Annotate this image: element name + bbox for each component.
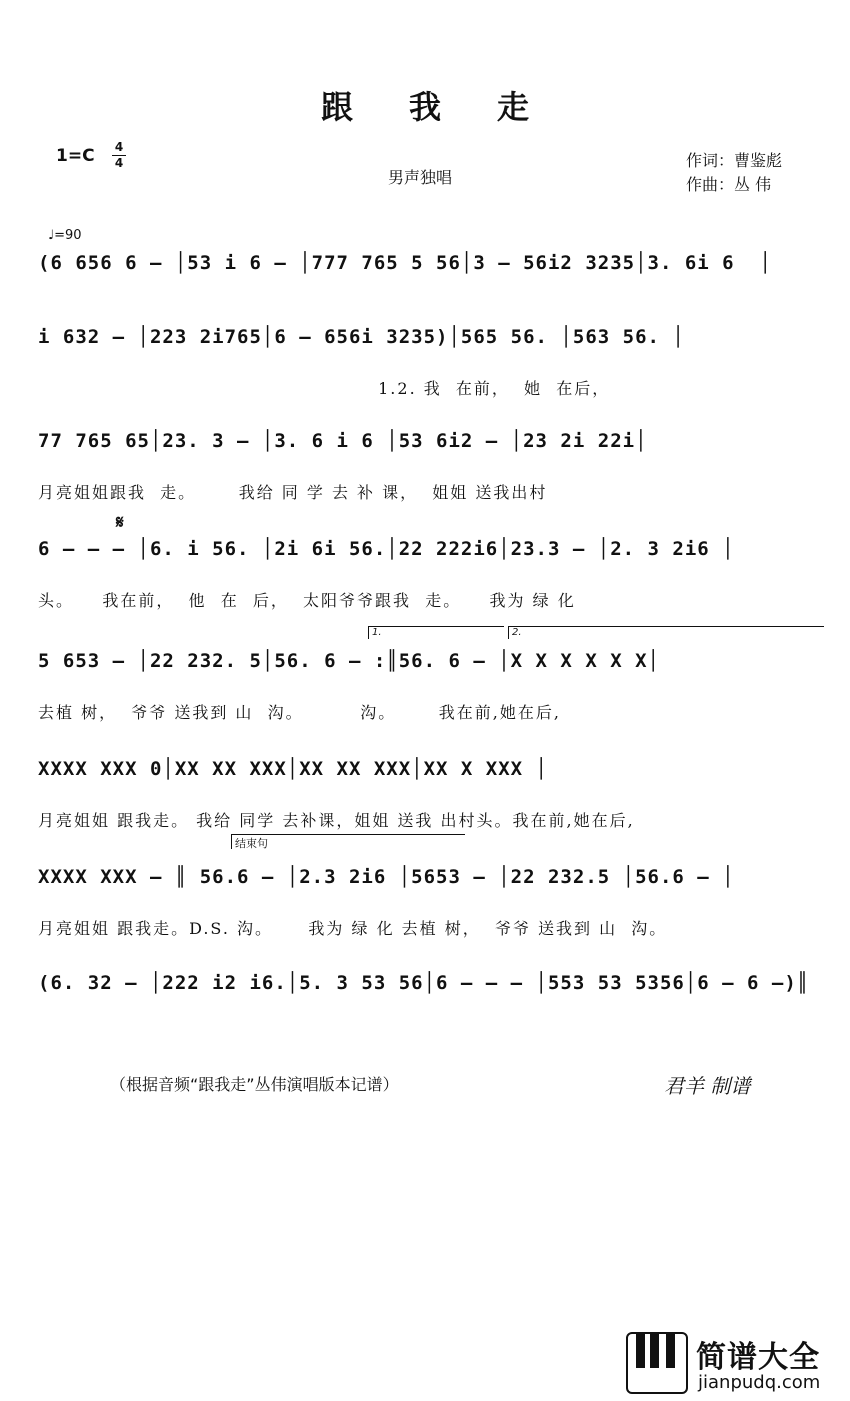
transcription-note: （根据音频“跟我走”丛伟演唱版本记谱） — [110, 1075, 399, 1094]
lyrics-line: 月亮姐姐跟我 走。 我给 同 学 去 补 课， 姐姐 送我出村 — [38, 483, 548, 502]
piano-icon — [626, 1332, 688, 1394]
tempo-mark: ♩=90 — [48, 228, 82, 243]
ending-phrase-label: 结束句 — [231, 834, 465, 849]
lyrics-line: 头。 我在前， 他 在 后， 太阳爷爷跟我 走。 我为 绿 化 — [38, 591, 576, 610]
staff-system-8 — [38, 968, 828, 1020]
staff-system-1 — [38, 248, 828, 300]
notation-line: XXXX XXX – ║ 56.6 – │2.3 2i6 │5653 – │22 232.5 │56.6 – │ — [38, 866, 735, 888]
song-title: 跟我走 — [320, 88, 585, 126]
site-logo[interactable] — [626, 1332, 838, 1398]
staff-system-5 — [38, 646, 828, 722]
logo-text: 简谱大全 — [696, 1340, 820, 1375]
notation-line: (6. 32 – │222 i2 i6.│5. 3 53 56│6 – – – │553 53 5356│6 – 6 –)║ — [38, 972, 810, 994]
staff-system-7 — [38, 862, 828, 938]
lyricist-credit: 作词：曹鉴彪 — [686, 151, 783, 170]
performance-type: 男声独唱 — [388, 168, 453, 187]
lyrics-line: 去植 树， 爷爷 送我到 山 沟。 沟。 我在前,她在后, — [38, 703, 561, 722]
staff-system-6 — [38, 754, 828, 830]
notation-line: XXXX XXX 0│XX XX XXX│XX XX XXX│XX X XXX │ — [38, 758, 548, 780]
notation-line: 5 653 – │22 232. 5│56. 6 – :║56. 6 – │X X X X X X│ — [38, 650, 660, 672]
notation-line: 6 – – – │6. i 56. │2i 6i 56.│22 222i6│23.3 – │2. 3 2i6 │ — [38, 538, 735, 560]
arranger-signature: 君羊 制谱 — [664, 1074, 751, 1098]
time-signature-top: 4 — [114, 140, 124, 154]
segno-sign: 𝄋 — [116, 512, 124, 533]
staff-system-2 — [38, 322, 828, 398]
composer-credit: 作曲：丛 伟 — [686, 175, 772, 194]
time-signature-bottom: 4 — [114, 156, 124, 170]
lyrics-line: 1.2. 我 在前， 她 在后， — [38, 379, 611, 398]
notation-line: 77 765 65│23. 3 – │3. 6 i 6 │53 6i2 – │23 2i 22i│ — [38, 430, 648, 452]
lyrics-line: 月亮姐姐 跟我走。D.S. 沟。 我为 绿 化 去植 树， 爷爷 送我到 山 沟。 — [38, 919, 668, 938]
lyrics-line: 月亮姐姐 跟我走。 我给 同学 去补课，姐姐 送我 出村头。我在前,她在后, — [38, 811, 635, 830]
volta-second-ending: 2. — [508, 626, 824, 639]
volta-first-ending: 1. — [368, 626, 504, 639]
notation-line: i 632 – │223 2i765│6 – 656i 3235)│565 56. │563 56. │ — [38, 326, 685, 348]
logo-url[interactable]: jianpudq.com — [698, 1372, 821, 1393]
staff-system-4 — [38, 534, 828, 610]
key-signature: 1=C — [56, 146, 95, 166]
staff-system-3 — [38, 426, 828, 502]
time-signature — [112, 141, 126, 170]
notation-line: (6 656 6 – │53 i 6 – │777 765 5 56│3 – 56i2 3235│3. 6i 6 │ — [38, 252, 772, 274]
